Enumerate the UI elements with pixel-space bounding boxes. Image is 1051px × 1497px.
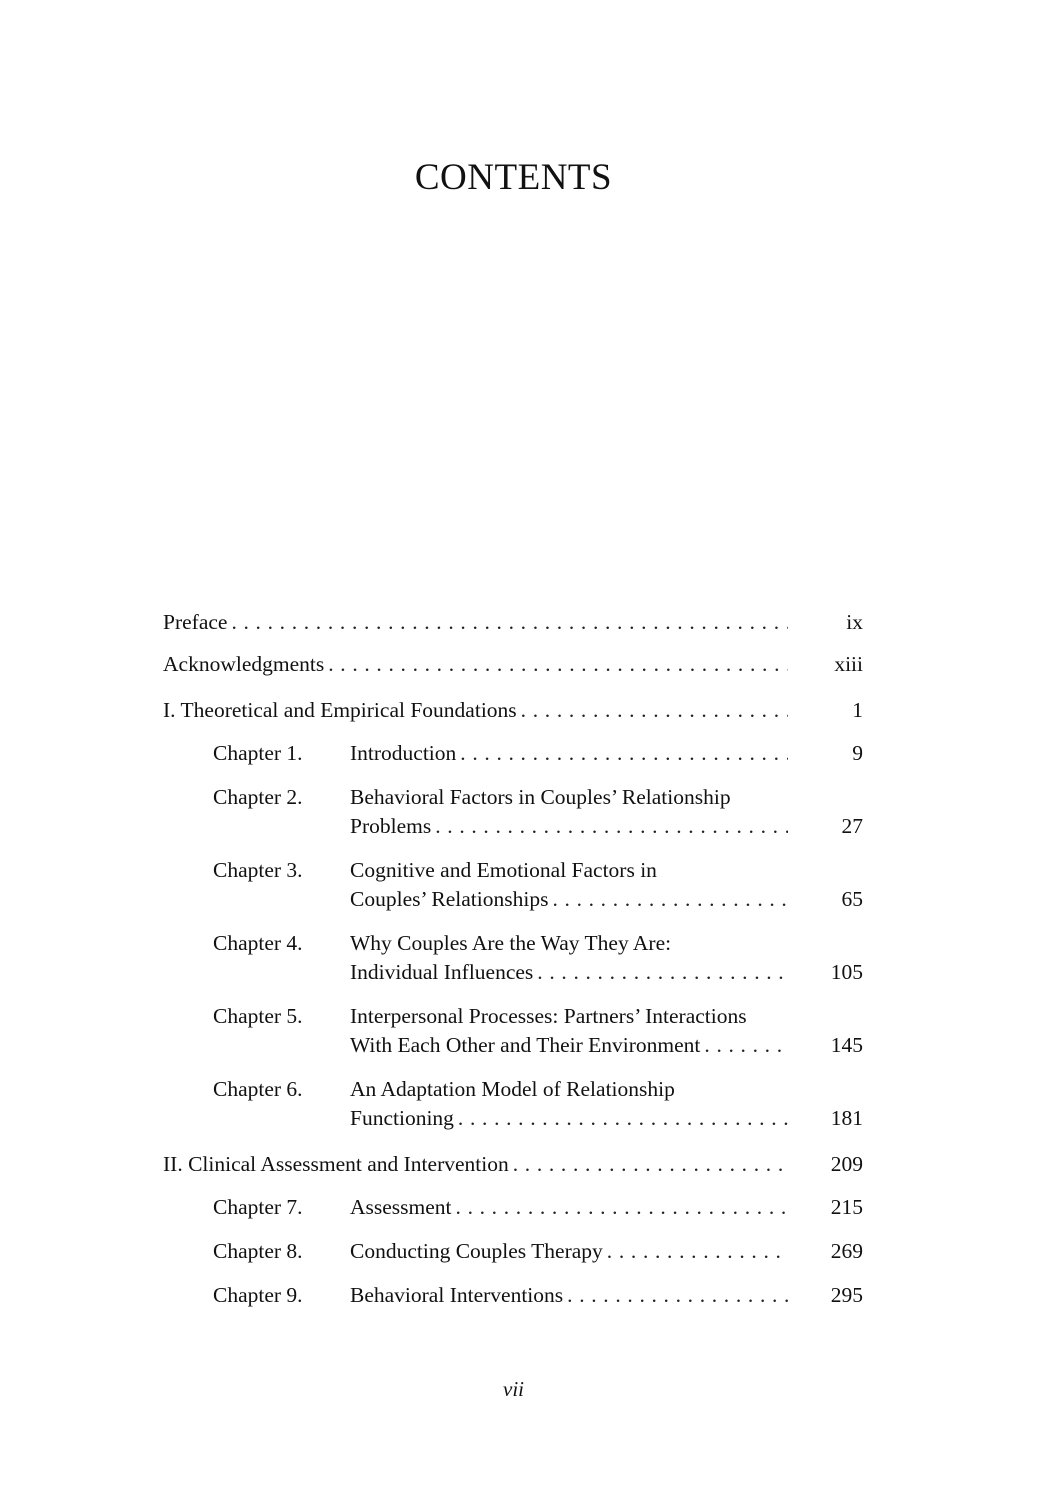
toc-page-number: 27 <box>841 814 863 838</box>
chapter-title-line-2: Problems <box>350 814 432 838</box>
chapter-title-line-2: With Each Other and Their Environment <box>350 1033 701 1057</box>
dot-leader <box>513 1150 788 1179</box>
dot-leader <box>328 650 788 679</box>
page-folio: vii <box>503 1377 524 1401</box>
chapter-title-line-1: Behavioral Factors in Couples’ Relationship <box>350 785 731 809</box>
table-of-contents <box>163 608 863 1325</box>
dot-leader <box>567 1281 788 1310</box>
toc-page-number: 9 <box>852 741 863 765</box>
chapter-title: Conducting Couples Therapy <box>350 1239 603 1263</box>
chapter-label: Chapter 2. <box>213 785 303 809</box>
toc-page-number: 215 <box>830 1195 863 1219</box>
toc-entry-title: Acknowledgments <box>163 652 325 676</box>
toc-part-2[interactable] <box>163 1150 863 1179</box>
dot-leader <box>704 1031 788 1060</box>
toc-page-number: 181 <box>830 1106 863 1130</box>
chapter-label: Chapter 1. <box>213 741 303 765</box>
toc-page-number: 105 <box>830 960 863 984</box>
chapter-title: Behavioral Interventions <box>350 1283 564 1307</box>
chapter-title: Introduction <box>350 741 457 765</box>
chapter-title-line-1: Cognitive and Emotional Factors in <box>350 858 657 882</box>
dot-leader <box>460 739 788 768</box>
chapter-title-line-1: An Adaptation Model of Relationship <box>350 1077 675 1101</box>
dot-leader <box>435 812 788 841</box>
toc-chapter-9[interactable] <box>163 1281 863 1310</box>
chapter-label: Chapter 8. <box>213 1239 303 1263</box>
dot-leader <box>231 608 788 637</box>
toc-page-number: 145 <box>830 1033 863 1057</box>
toc-chapter-6[interactable] <box>163 1075 863 1133</box>
dot-leader <box>607 1237 788 1266</box>
toc-chapter-2[interactable] <box>163 783 863 841</box>
toc-page-number: ix <box>846 610 863 634</box>
chapter-label: Chapter 9. <box>213 1283 303 1307</box>
chapter-title-line-2: Individual Influences <box>350 960 534 984</box>
chapter-label: Chapter 3. <box>213 858 303 882</box>
toc-chapter-4[interactable] <box>163 929 863 987</box>
toc-chapter-8[interactable] <box>163 1237 863 1266</box>
chapter-title-line-2: Couples’ Relationships <box>350 887 549 911</box>
toc-page-number: 209 <box>830 1152 863 1176</box>
dot-leader <box>537 958 788 987</box>
dot-leader <box>456 1193 788 1222</box>
toc-entry-preface[interactable] <box>163 608 863 637</box>
toc-part-title: II. Clinical Assessment and Intervention <box>163 1152 509 1176</box>
toc-page-number: 65 <box>841 887 863 911</box>
toc-chapter-3[interactable] <box>163 856 863 914</box>
toc-page-number: 295 <box>830 1283 863 1307</box>
toc-page-number: 1 <box>852 698 863 722</box>
chapter-title-line-1: Interpersonal Processes: Partners’ Interactions <box>350 1004 747 1028</box>
dot-leader <box>458 1104 788 1133</box>
toc-part-1[interactable] <box>163 696 863 725</box>
dot-leader <box>552 885 788 914</box>
toc-entry-title: Preface <box>163 610 228 634</box>
chapter-label: Chapter 7. <box>213 1195 303 1219</box>
chapter-label: Chapter 4. <box>213 931 303 955</box>
dot-leader <box>521 696 788 725</box>
toc-chapter-7[interactable] <box>163 1193 863 1222</box>
toc-page-number: xiii <box>834 652 863 676</box>
toc-chapter-1[interactable] <box>163 739 863 768</box>
chapter-label: Chapter 6. <box>213 1077 303 1101</box>
chapter-title: Assessment <box>350 1195 452 1219</box>
chapter-title-line-1: Why Couples Are the Way They Are: <box>350 931 672 955</box>
toc-page-number: 269 <box>830 1239 863 1263</box>
toc-entry-acknowledgments[interactable] <box>163 650 863 679</box>
page-title: CONTENTS <box>414 157 613 198</box>
chapter-label: Chapter 5. <box>213 1004 303 1028</box>
chapter-title-line-2: Functioning <box>350 1106 454 1130</box>
toc-part-title: I. Theoretical and Empirical Foundations <box>163 698 517 722</box>
toc-chapter-5[interactable] <box>163 1002 863 1060</box>
